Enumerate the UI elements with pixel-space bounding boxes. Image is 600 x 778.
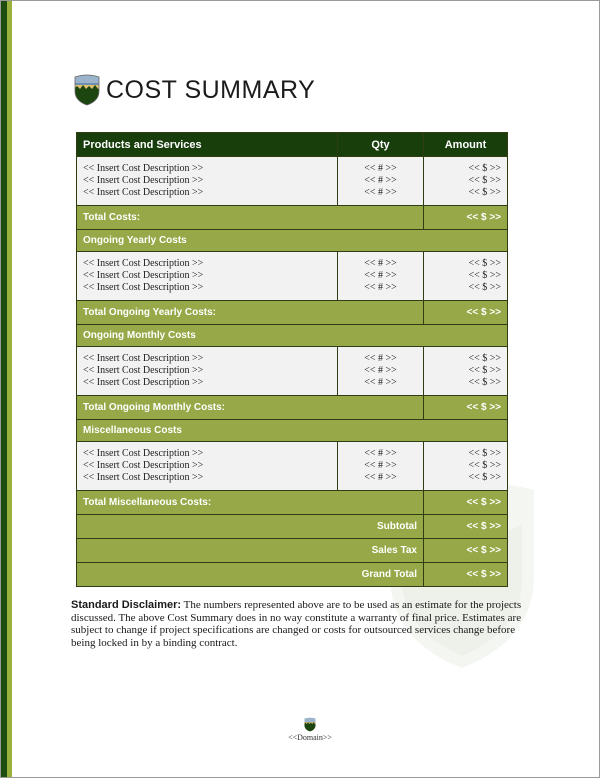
section-heading: Ongoing Monthly Costs (77, 325, 508, 347)
cost-summary-table (76, 132, 508, 587)
item-qty: << # >> (364, 459, 397, 471)
left-accent-gap (12, 1, 13, 777)
item-description: << Insert Cost Description >> (83, 257, 204, 269)
item-quantities (338, 157, 424, 206)
item-qty: << # >> (364, 472, 397, 484)
column-header-amount: Amount (424, 133, 508, 157)
item-amount: << $ >> (468, 257, 501, 269)
item-amount: << $ >> (468, 352, 501, 364)
table-row (77, 157, 508, 206)
column-header-products: Products and Services (77, 133, 338, 157)
item-qty: << # >> (364, 187, 397, 199)
disclaimer-label: Standard Disclaimer: (71, 599, 182, 611)
item-descriptions (77, 252, 338, 301)
item-amount: << $ >> (468, 174, 501, 186)
section-total-row (77, 491, 508, 515)
item-descriptions (77, 157, 338, 206)
item-quantities (338, 347, 424, 396)
item-amount: << $ >> (468, 269, 501, 281)
item-description: << Insert Cost Description >> (83, 459, 204, 471)
section-total-label: Total Ongoing Monthly Costs: (77, 396, 424, 420)
section-total-value: << $ >> (424, 396, 508, 420)
shield-logo-icon (304, 717, 316, 732)
item-amount: << $ >> (468, 187, 501, 199)
item-description: << Insert Cost Description >> (83, 472, 204, 484)
item-description: << Insert Cost Description >> (83, 174, 204, 186)
table-header-row (77, 133, 508, 157)
item-description: << Insert Cost Description >> (83, 187, 204, 199)
item-description: << Insert Cost Description >> (83, 377, 204, 389)
subtotal-label: Subtotal (77, 515, 424, 539)
item-qty: << # >> (364, 269, 397, 281)
item-amounts (424, 252, 508, 301)
page-title: COST SUMMARY (106, 75, 316, 104)
column-header-qty: Qty (338, 133, 424, 157)
section-total-label: Total Ongoing Yearly Costs: (77, 301, 424, 325)
section-heading-row (77, 230, 508, 252)
section-heading: Miscellaneous Costs (77, 420, 508, 442)
section-total-label: Total Costs: (77, 206, 424, 230)
item-description: << Insert Cost Description >> (83, 352, 204, 364)
document-header (74, 73, 315, 107)
section-total-label: Total Miscellaneous Costs: (77, 491, 424, 515)
item-description: << Insert Cost Description >> (83, 269, 204, 281)
item-amount: << $ >> (468, 377, 501, 389)
grand-total-value: << $ >> (424, 563, 508, 587)
item-amounts (424, 442, 508, 491)
disclaimer-text: The numbers represented above are to be used as an estimate for the projects discussed. The above Cost Summary does in no way constitute a warranty of final price. Estimates are subject to change if project specifications are changed or costs for outsourced services change before being locked in by a binding contract. (71, 599, 522, 649)
table-row (77, 252, 508, 301)
item-amounts (424, 157, 508, 206)
item-amounts (424, 347, 508, 396)
table-row (77, 347, 508, 396)
item-qty: << # >> (364, 352, 397, 364)
section-total-value: << $ >> (424, 491, 508, 515)
item-amount: << $ >> (468, 447, 501, 459)
item-description: << Insert Cost Description >> (83, 282, 204, 294)
sales-tax-value: << $ >> (424, 539, 508, 563)
item-amount: << $ >> (468, 282, 501, 294)
item-amount: << $ >> (468, 364, 501, 376)
item-amount: << $ >> (468, 472, 501, 484)
item-qty: << # >> (364, 162, 397, 174)
item-quantities (338, 252, 424, 301)
item-qty: << # >> (364, 447, 397, 459)
item-amount: << $ >> (468, 162, 501, 174)
item-amount: << $ >> (468, 459, 501, 471)
section-heading: Ongoing Yearly Costs (77, 230, 508, 252)
section-total-row (77, 206, 508, 230)
item-description: << Insert Cost Description >> (83, 364, 204, 376)
item-qty: << # >> (364, 257, 397, 269)
footer-domain: <<Domain>> (288, 733, 332, 742)
subtotal-row (77, 515, 508, 539)
item-qty: << # >> (364, 377, 397, 389)
item-qty: << # >> (364, 364, 397, 376)
item-descriptions (77, 347, 338, 396)
section-heading-row (77, 325, 508, 347)
table-row (77, 442, 508, 491)
sales-tax-row (77, 539, 508, 563)
item-description: << Insert Cost Description >> (83, 447, 204, 459)
item-description: << Insert Cost Description >> (83, 162, 204, 174)
subtotal-value: << $ >> (424, 515, 508, 539)
section-total-row (77, 396, 508, 420)
sales-tax-label: Sales Tax (77, 539, 424, 563)
item-quantities (338, 442, 424, 491)
shield-logo-icon (74, 74, 100, 106)
section-total-row (77, 301, 508, 325)
item-qty: << # >> (364, 282, 397, 294)
section-heading-row (77, 420, 508, 442)
section-total-value: << $ >> (424, 301, 508, 325)
grand-total-label: Grand Total (77, 563, 424, 587)
grand-total-row (77, 563, 508, 587)
item-descriptions (77, 442, 338, 491)
item-qty: << # >> (364, 174, 397, 186)
section-total-value: << $ >> (424, 206, 508, 230)
standard-disclaimer (71, 599, 523, 649)
